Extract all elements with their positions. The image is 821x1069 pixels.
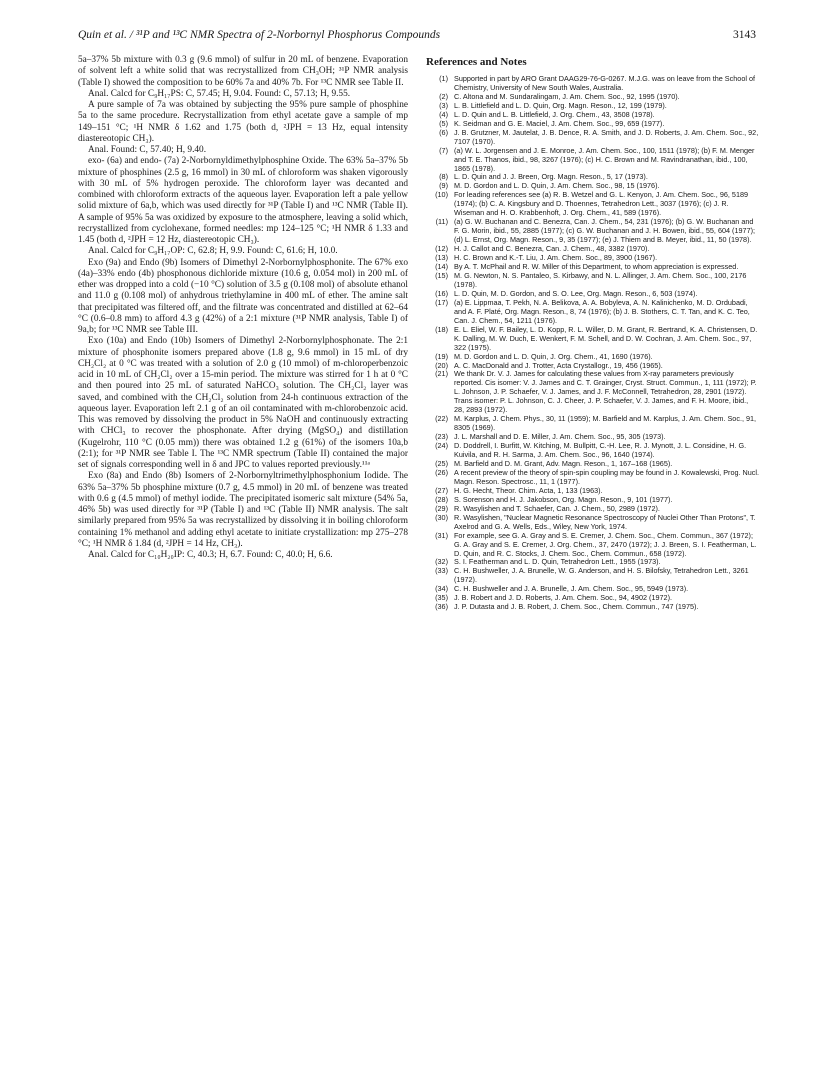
reference-text: E. L. Eliel, W. F. Bailey, L. D. Kopp, R. L. Willer, D. M. Grant, R. Bertrand, K. A. Christensen, D. K. Dalling, M. W. Duch, E. Wenkert, F. M. Schell, and D. W. Cochran, J. Am. Chem. Soc., 97, 322 (1975).: [454, 324, 758, 352]
reference-number: (20): [435, 360, 448, 370]
reference-number: (23): [435, 432, 448, 442]
reference-text: C. H. Bushweller, J. A. Brunelle, W. G. Anderson, and H. S. Bilofsky, Tetrahedron Lett., 3261 (1972).: [454, 566, 749, 585]
reference-text: (a) G. W. Buchanan and C. Benezra, Can. J. Chem., 54, 231 (1976); (b) G. W. Buchanan and F. G. Morin, ibid., 55, 2885 (1977); (c) G. W. Buchanan and J. H. Bowen, ibid., 55, 604 (1977); (d) L. Ernst, Org. Magn. Reson., 9, 35 (1977); (e) J. Thiem and B. Meyer, ibid., 11, 50 (1978).: [454, 217, 756, 245]
reference-number: (35): [435, 593, 448, 603]
reference-number: (27): [435, 485, 448, 495]
running-title: Quin et al. / ³¹P and ¹³C NMR Spectra of 2-Norbornyl Phosphorus Compounds: [78, 29, 441, 41]
reference-item: [426, 75, 760, 93]
reference-number: (22): [435, 414, 448, 424]
reference-number: (36): [435, 602, 448, 612]
reference-number: (4): [439, 109, 448, 119]
reference-text: R. Wasylishen and T. Schaefer, Can. J. Chem., 50, 2989 (1972).: [454, 503, 660, 513]
reference-number: (9): [439, 181, 448, 191]
reference-text: J. L. Marshall and D. E. Miller, J. Am. Chem. Soc., 95, 305 (1973).: [454, 432, 666, 442]
reference-number: (3): [439, 100, 448, 110]
paragraph: Anal. Found: C, 57.40; H, 9.40.: [88, 145, 207, 155]
reference-text: C. Altona and M. Sundaralingam, J. Am. Chem. Soc., 92, 1995 (1970).: [454, 91, 680, 101]
reference-number: (16): [435, 288, 448, 298]
reference-item: [426, 272, 760, 290]
experimental-column: [78, 55, 408, 561]
reference-text: R. Wasylishen, "Nuclear Magnetic Resonance Spectroscopy of Nuclei Other Than Protons", T. Axelrod and G. A. Wells, Eds., Wiley, New York, 1974.: [454, 512, 756, 531]
reference-text: S. I. Featherman and L. D. Quin, Tetrahedron Lett., 1955 (1973).: [454, 557, 661, 567]
reference-number: (34): [435, 584, 448, 594]
reference-text: J. B. Grutzner, M. Jautelat, J. B. Dence, R. A. Smith, and J. D. Roberts, J. Am. Chem. Soc., 92, 7107 (1970).: [454, 127, 759, 146]
reference-item: [426, 370, 760, 415]
paragraph: 5a–37% 5b mixture with 0.3 g (9.6 mmol) of sulfur in 20 mL of benzene. Evaporation of solvent left a white solid that was recrystallized from CH₃OH; ³¹P NMR analysis (Table I) showed the composition to be 60% 7a and 40% 7b. For ¹³C NMR see Table II.: [78, 55, 408, 88]
reference-number: (21): [435, 369, 448, 379]
reference-number: (8): [439, 172, 448, 182]
reference-text: J. P. Dutasta and J. B. Robert, J. Chem. Soc., Chem. Commun., 747 (1975).: [454, 602, 699, 612]
paragraph: Anal. Calcd for C₉H₁₇OP: C, 62.8; H, 9.9. Found: C, 61.6; H, 10.0.: [88, 246, 338, 257]
reference-text: L. B. Littlefield and L. D. Quin, Org. Magn. Reson., 12, 199 (1979).: [454, 100, 667, 110]
reference-text: K. Seidman and G. E. Maciel, J. Am. Chem. Soc., 99, 659 (1977).: [454, 118, 665, 128]
reference-number: (31): [435, 530, 448, 540]
reference-text: H. C. Brown and K.-T. Liu, J. Am. Chem. Soc., 89, 3900 (1967).: [454, 253, 658, 263]
reference-number: (1): [439, 74, 448, 83]
reference-text: C. H. Bushweller and J. A. Brunelle, J. Am. Chem. Soc., 95, 5949 (1973).: [454, 584, 689, 594]
page-number: 3143: [733, 29, 756, 41]
reference-item: [426, 567, 760, 585]
reference-number: (10): [435, 190, 448, 200]
reference-item: [426, 469, 760, 487]
reference-text: M. D. Gordon and L. D. Quin, J. Am. Chem. Soc., 98, 15 (1976).: [454, 181, 660, 191]
reference-item: [426, 218, 760, 245]
reference-number: (19): [435, 351, 448, 361]
reference-text: A recent preview of the theory of spin-spin coupling may be found in J. Kowalewski, Prog. Nucl. Magn. Reson. Spectrosc., 11, 1 (1977).: [454, 467, 760, 486]
reference-text: (a) W. L. Jorgensen and J. E. Monroe, J. Am. Chem. Soc., 100, 1511 (1978); (b) F. M. Menger and T. E. Thanos, ibid., 98, 3267 (1976); (c) H. C. Brown and M. Ravindranathan, ibid., 100, 1865 (1978).: [454, 145, 755, 173]
reference-number: (11): [435, 217, 448, 227]
reference-text: M. Barfield and D. M. Grant, Adv. Magn. Reson., 1, 167–168 (1965).: [454, 458, 673, 468]
reference-text: M. D. Gordon and L. D. Quin, J. Org. Chem., 41, 1690 (1976).: [454, 351, 653, 361]
reference-item: [426, 415, 760, 433]
reference-number: (32): [435, 557, 448, 567]
reference-text: L. D. Quin and J. J. Breen, Org. Magn. Reson., 5, 17 (1973).: [454, 172, 648, 182]
reference-text: H. J. Callot and C. Benezra, Can. J. Chem., 48, 3382 (1970).: [454, 244, 650, 254]
reference-item: [426, 603, 760, 612]
reference-text: S. Sorenson and H. J. Jakobson, Org. Magn. Reson., 9, 101 (1977).: [454, 494, 673, 504]
reference-text: (a) E. Lippmaa, T. Pekh, N. A. Belikova, A. A. Bobyleva, A. N. Kalinichenko, M. D. Ordubadi, and A. F. Platé, Org. Magn. Reson., 8, 74 (1976); (b) J. B. Stothers, C. T. Tan, and K. C. Teo, Can. J. Chem., 54, 1211 (1976).: [454, 297, 750, 325]
reference-item: [426, 326, 760, 353]
reference-text: L. D. Quin, M. D. Gordon, and S. O. Lee, Org. Magn. Reson., 6, 503 (1974).: [454, 288, 698, 298]
paragraph: Anal. Calcd for C₁₀H₂₀IP: C, 40.3; H, 6.7. Found: C, 40.0; H, 6.6.: [88, 550, 333, 560]
reference-text: A. C. MacDonald and J. Trotter, Acta Crystallogr., 19, 456 (1965).: [454, 360, 663, 370]
reference-item: [426, 129, 760, 147]
reference-number: (2): [439, 91, 448, 101]
reference-text: Supported in part by ARO Grant DAAG29-76-G-0267. M.J.G. was on leave from the School of Chemistry, University of New South Wales, Australia.: [454, 74, 756, 92]
reference-number: (30): [435, 512, 448, 522]
reference-number: (12): [435, 244, 448, 254]
paragraph: A pure sample of 7a was obtained by subjecting the 95% pure sample of phosphine 5a to the same procedure. Recrystallization from ethyl acetate gave a sample of mp 149–151 °C; ¹H NMR δ 1.62 and 1.75 (both d, ²JPH = 13 Hz, equal intensity diastereotopic CH₃).: [78, 100, 408, 144]
reference-text: For example, see G. A. Gray and S. E. Cremer, J. Chem. Soc., Chem. Commun., 367 (1972); G. A. Gray and S. E. Cremer, J. Org. Chem., 37, 2470 (1972); J. J. Breen, S. I. Featherman, L. D. Quin, and R. C. Stocks, J. Chem. Soc., Chem. Commun., 658 (1972).: [454, 530, 757, 558]
references-heading: References and Notes: [426, 56, 527, 68]
reference-text: J. B. Robert and J. D. Roberts, J. Am. Chem. Soc., 94, 4902 (1972).: [454, 593, 673, 603]
reference-text: By A. T. McPhail and R. W. Miller of this Department, to whom appreciation is expressed.: [454, 262, 739, 272]
reference-text: We thank Dr. V. J. James for calculating these values from X-ray parameters previously reported. Cis isomer: V. J. James and C. T. Grainger, Cryst. Struct. Commun., 1, 111 (1972); P. L. Johnson, J. P. Schaefer, V. J. James, and J. F. McConnell, Tetrahedron, 28, 2901 (1972). Trans isomer: P. L. Johnson, C. J. Cheer, J. P. Schaefer, V. J. James, and F. H. Moore, ibid., 28, 2893 (1972).: [454, 369, 757, 415]
reference-number: (33): [435, 566, 448, 576]
paragraph: Exo (10a) and Endo (10b) Isomers of Dimethyl 2-Norbornylphosphonate. The 2:1 mixture of phosphonite isomers prepared above (1.8 g, 9.6 mmol) in 15 mL of dry CH₂Cl₂ at 0 °C was treated with a solution of 2.0 g (10 mmol) of m-chloroperbenzoic acid in 10 mL of CH₂Cl₂ over a 15-min period. The mixture was stirred for 1 h at 0 °C and then poured into 25 mL of saturated NaHCO₃ solution. The CH₂Cl₂ layer was saved, and combined with the CH₂Cl₂ solution from 24-h continuous extraction of the aqueous layer. Evaporation left 2.1 g of an oil contaminated with m-chlorobenzoic acid. This was removed by dissolving the product in 5% NaOH and continuously extracting with CHCl₃ to recover the phosphonate. After drying (MgSO₄) and distillation (Kugelrohr, 110 °C (0.05 mm)) there was obtained 1.2 g (61%) of the isomers 10a,b (2:1); for ³¹P NMR see Table I. The ¹³C NMR spectrum (Table II) contained the major set of signals corresponding well in δ and JPC to values reported previously.¹¹ᵃ: [78, 336, 408, 470]
reference-text: D. Doddrell, I. Burfitt, W. Kitching, M. Bullpitt, C.-H. Lee, R. J. Mynott, J. L. Considine, H. G. Kuivila, and R. H. Sarma, J. Am. Chem. Soc., 96, 1640 (1974).: [454, 441, 747, 460]
reference-number: (5): [439, 118, 448, 128]
reference-number: (13): [435, 253, 448, 263]
paragraph: exo- (6a) and endo- (7a) 2-Norbornyldimethylphosphine Oxide. The 63% 5a–37% 5b mixture of phosphines (2.5 g, 16 mmol) in 30 mL of chloroform was shaken vigorously with 30 mL of 5% hydrogen peroxide. The chloroform layer was decanted and combined with chloroform extracts of the aqueous layer. Evaporation left a pale yellow solid mixture of 6a,b, which was used directly for ³¹P (Table I) and ¹³C NMR (Table II). A sample of 95% 5a was oxidized by exposure to the atmosphere, leaving a solid which, recrystallized from cyclohexane, formed needles: mp 124–125 °C; ¹H NMR δ 1.33 and 1.45 (both d, ²JPH = 12 Hz, diastereotopic CH₃).: [78, 156, 408, 245]
references-column: [426, 55, 760, 612]
reference-item: [426, 191, 760, 218]
reference-number: (14): [435, 262, 448, 272]
reference-number: (24): [435, 441, 448, 451]
reference-item: [426, 514, 760, 532]
paragraph: Exo (9a) and Endo (9b) Isomers of Dimethyl 2-Norbornylphosphonite. The 67% exo (4a)–33% endo (4b) phosphonous dichloride mixture (10.6 g, 0.054 mol) in 200 mL of ether was dropped into a cold (−10 °C) solution of 3.5 g (0.108 mol) of absolute ethanol and 11.0 g (0.108 mol) of anhydrous triethylamine in 400 mL of ether. The amine salt that precipitated was filtered off, and the filtrate was concentrated and distilled at 62–64 °C (0.6–0.8 mm) to afford 4.3 g (42%) of a 2:1 mixture (³¹P NMR analysis, Table I) of 9a,b; for ¹³C NMR see Table III.: [78, 257, 408, 335]
reference-item: [426, 442, 760, 460]
reference-text: For leading references see (a) R. B. Wetzel and G. L. Kenyon, J. Am. Chem. Soc., 96, 5189 (1974); (b) C. A. Kingsbury and D. Thoennes, Tetrahedron Lett., 3037 (1976); (c) J. R. Wiseman and H. O. Krabbenhoft, J. Org. Chem., 41, 589 (1976).: [454, 190, 749, 218]
reference-number: (18): [435, 324, 448, 334]
reference-number: (6): [439, 127, 448, 137]
reference-text: H. G. Hecht, Theor. Chim. Acta, 1, 133 (1963).: [454, 485, 603, 495]
running-header: [78, 29, 756, 47]
reference-number: (26): [435, 467, 448, 477]
reference-number: (15): [435, 270, 448, 280]
reference-number: (7): [439, 145, 448, 155]
reference-item: [426, 299, 760, 326]
reference-text: M. G. Newton, N. S. Pantaleo, S. Kirbawy, and N. L. Allinger, J. Am. Chem. Soc., 100, 2176 (1978).: [454, 270, 747, 289]
paragraph: Exo (8a) and Endo (8b) Isomers of 2-Norbornyltrimethylphosphonium Iodide. The 63% 5a–37% 5b phosphine mixture (0.7 g, 4.5 mmol) in 20 mL of benzene was treated with 0.6 g (4.5 mmol) of methyl iodide. The precipitated isomeric salt mixture (54% 5a, 46% 5b) was used directly for ³¹P (Table I) and ¹³C (Table II) NMR analysis. The salt similarly prepared from 95% 5a was recrystallized by dissolving it in boiling chloroform containing 1% methanol and adding ethyl acetate to initiate crystallization: mp 275–278 °C; ¹H NMR δ 1.84 (d, ²JPH = 14 Hz, CH₃).: [78, 471, 408, 549]
reference-list: [426, 75, 760, 612]
reference-number: (25): [435, 458, 448, 468]
reference-number: (17): [435, 297, 448, 307]
reference-text: M. Karplus, J. Chem. Phys., 30, 11 (1959); M. Barfield and M. Karplus, J. Am. Chem. Soc., 91, 8305 (1969).: [454, 414, 757, 433]
paragraph: Anal. Calcd for C₉H₁₇PS: C, 57.45; H, 9.04. Found: C, 57.13; H, 9.55.: [88, 88, 351, 99]
reference-text: L. D. Quin and L. B. Littlefield, J. Org. Chem., 43, 3508 (1978).: [454, 109, 655, 119]
reference-item: [426, 532, 760, 559]
reference-number: (29): [435, 503, 448, 513]
reference-number: (28): [435, 494, 448, 504]
reference-item: [426, 147, 760, 174]
